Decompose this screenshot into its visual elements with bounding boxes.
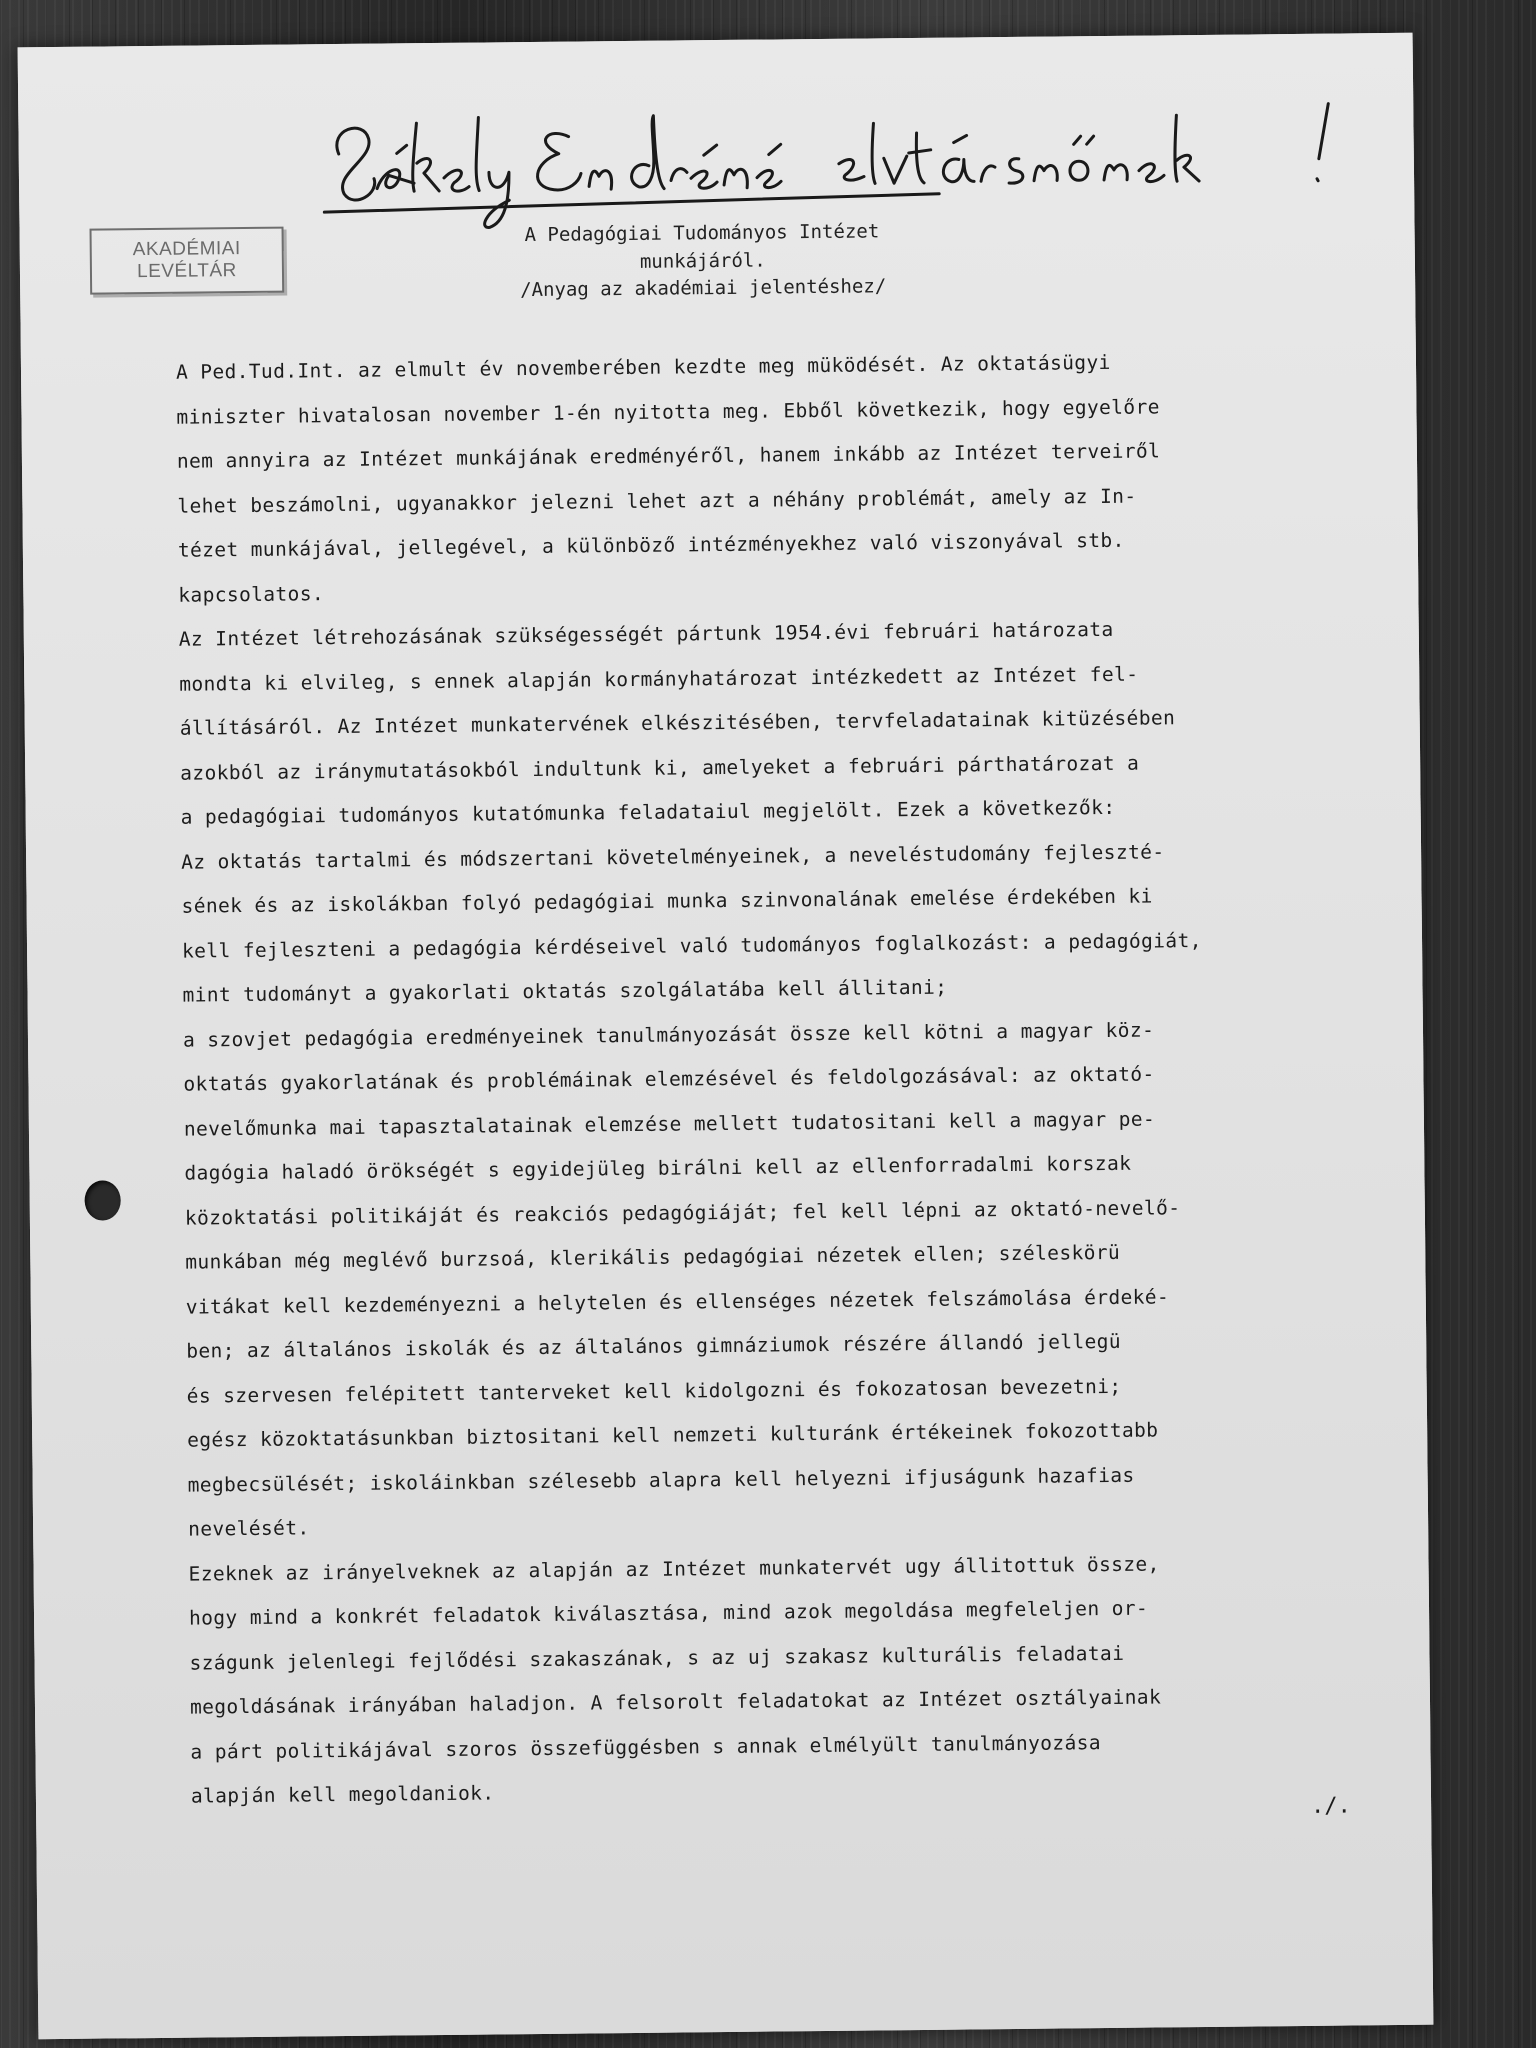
title-line-1: A Pedagógiai Tudományos Intézet <box>524 220 880 247</box>
handwritten-note <box>318 73 1380 234</box>
body-line: nevelőmunka mai tapasztalatainak elemzése mellett tudatositani kell a magyar pe- <box>183 1107 1156 1141</box>
body-line: sének és az iskolákban folyó pedagógiai munka szinvonalának emelése érdekében ki <box>181 884 1153 918</box>
body-line: vitákat kell kezdeményezni a helytelen és ellenséges nézetek felszámolása érdeké- <box>185 1284 1170 1319</box>
body-line: közoktatási politikáját és reakciós pedagógiáját; fel kell lépni az oktató-nevelő- <box>184 1195 1181 1230</box>
stamp-line-2: LEVÉLTÁR <box>136 260 237 283</box>
body-line: nevelését. <box>188 1516 310 1541</box>
document-page <box>18 33 1434 2039</box>
title-line-3: /Anyag az akadémiai jelentéshez/ <box>520 275 887 302</box>
body-line: állításáról. Az Intézet munkatervének elkészitésében, tervfeladatainak kitüzésében <box>179 706 1176 740</box>
body-line: tézet munkájával, jellegével, a különböző intézményekhez való viszonyával stb. <box>177 528 1125 562</box>
body-line: dagógia haladó örökségét s egyidejüleg birálni kell az ellenforradalmi korszak <box>184 1151 1132 1185</box>
body-line: mint tudományt a gyakorlati oktatás szolgálatába kell állitani; <box>182 975 948 1007</box>
body-line: a párt politikájával szoros összefüggésben s annak elmélyült tanulmányozása <box>190 1730 1102 1764</box>
body-line: munkában még meglévő burzsoá, klerikális pedagógiai nézetek ellen; széleskörü <box>185 1240 1121 1274</box>
document-title <box>499 217 1040 305</box>
body-line: oktatás gyakorlatának és problémáinak elemzésével és feldolgozásával: az oktató- <box>183 1062 1155 1096</box>
body-line: alapján kell megoldaniok. <box>190 1781 495 1808</box>
body-line: Az Intézet létrehozásának szükségességét pártunk 1954.évi februári határozata <box>178 617 1114 651</box>
body-line: kapcsolatos. <box>178 581 325 607</box>
body-line: kell fejleszteni a pedagógia kérdéseivel való tudományos foglalkozást: a pedagógiát, <box>181 928 1202 963</box>
body-line: megbecsülését; iskoláinkban szélesebb alapra kell helyezni ifjuságunk hazafias <box>187 1463 1135 1497</box>
body-line: ben; az általános iskolák és az általános gimnáziumok részére állandó jellegü <box>186 1329 1122 1363</box>
body-line: lehet beszámolni, ugyanakkor jelezni lehet azt a néhány problémát, amely az In- <box>177 484 1137 518</box>
body-line: mondta ki elvileg, s ennek alapján kormányhatározat intézkedett az Intézet fel- <box>179 662 1139 696</box>
body-line: A Ped.Tud.Int. az elmult év novemberében kezdte meg müködését. Az oktatásügyi <box>175 350 1111 384</box>
archive-stamp <box>90 227 285 295</box>
body-line: miniszter hivatalosan november 1-én nyitotta meg. Ebből következik, hogy egyelőre <box>176 394 1160 429</box>
punch-hole <box>84 1180 120 1220</box>
body-line: szágunk jelenlegi fejlődési szakaszának, s az uj szakasz kulturális feladatai <box>189 1641 1125 1675</box>
body-line: a szovjet pedagógia eredményeinek tanulmányozását össze kell kötni a magyar köz- <box>182 1018 1155 1052</box>
body-line: Ezeknek az irányelveknek az alapján az Intézet munkatervét ugy állitottuk össze, <box>188 1551 1160 1586</box>
handwritten-note-script <box>318 73 1380 234</box>
body-line: a pedagógiai tudományos kutatómunka feladataiul megjelölt. Ezek a következők: <box>180 795 1116 829</box>
title-line-2: munkájáról. <box>639 249 766 273</box>
body-line: egész közoktatásunkban biztositani kell nemzeti kulturánk értékeinek fokozottabb <box>187 1418 1159 1452</box>
body-text <box>176 338 1406 1819</box>
end-mark: ./. <box>1310 1793 1351 1819</box>
body-line: azokból az iránymutatásokból indultunk ki, amelyeket a februári párthatározat a <box>180 751 1140 785</box>
stamp-line-1: AKADÉMIAI <box>132 238 241 261</box>
body-line: nem annyira az Intézet munkájának eredményéről, hanem inkább az Intézet terveiről <box>176 439 1161 473</box>
body-line: hogy mind a konkrét feladatok kiválasztása, mind azok megoldása megfeleljen or- <box>188 1596 1149 1630</box>
body-line: Az oktatás tartalmi és módszertani követelményeinek, a neveléstudomány fejleszté- <box>181 839 1165 874</box>
body-line: megoldásának irányában haladjon. A felsorolt feladatokat az Intézet osztályainak <box>189 1685 1162 1719</box>
body-line: és szervesen felépitett tanterveket kell kidolgozni és fokozatosan bevezetni; <box>186 1374 1122 1408</box>
